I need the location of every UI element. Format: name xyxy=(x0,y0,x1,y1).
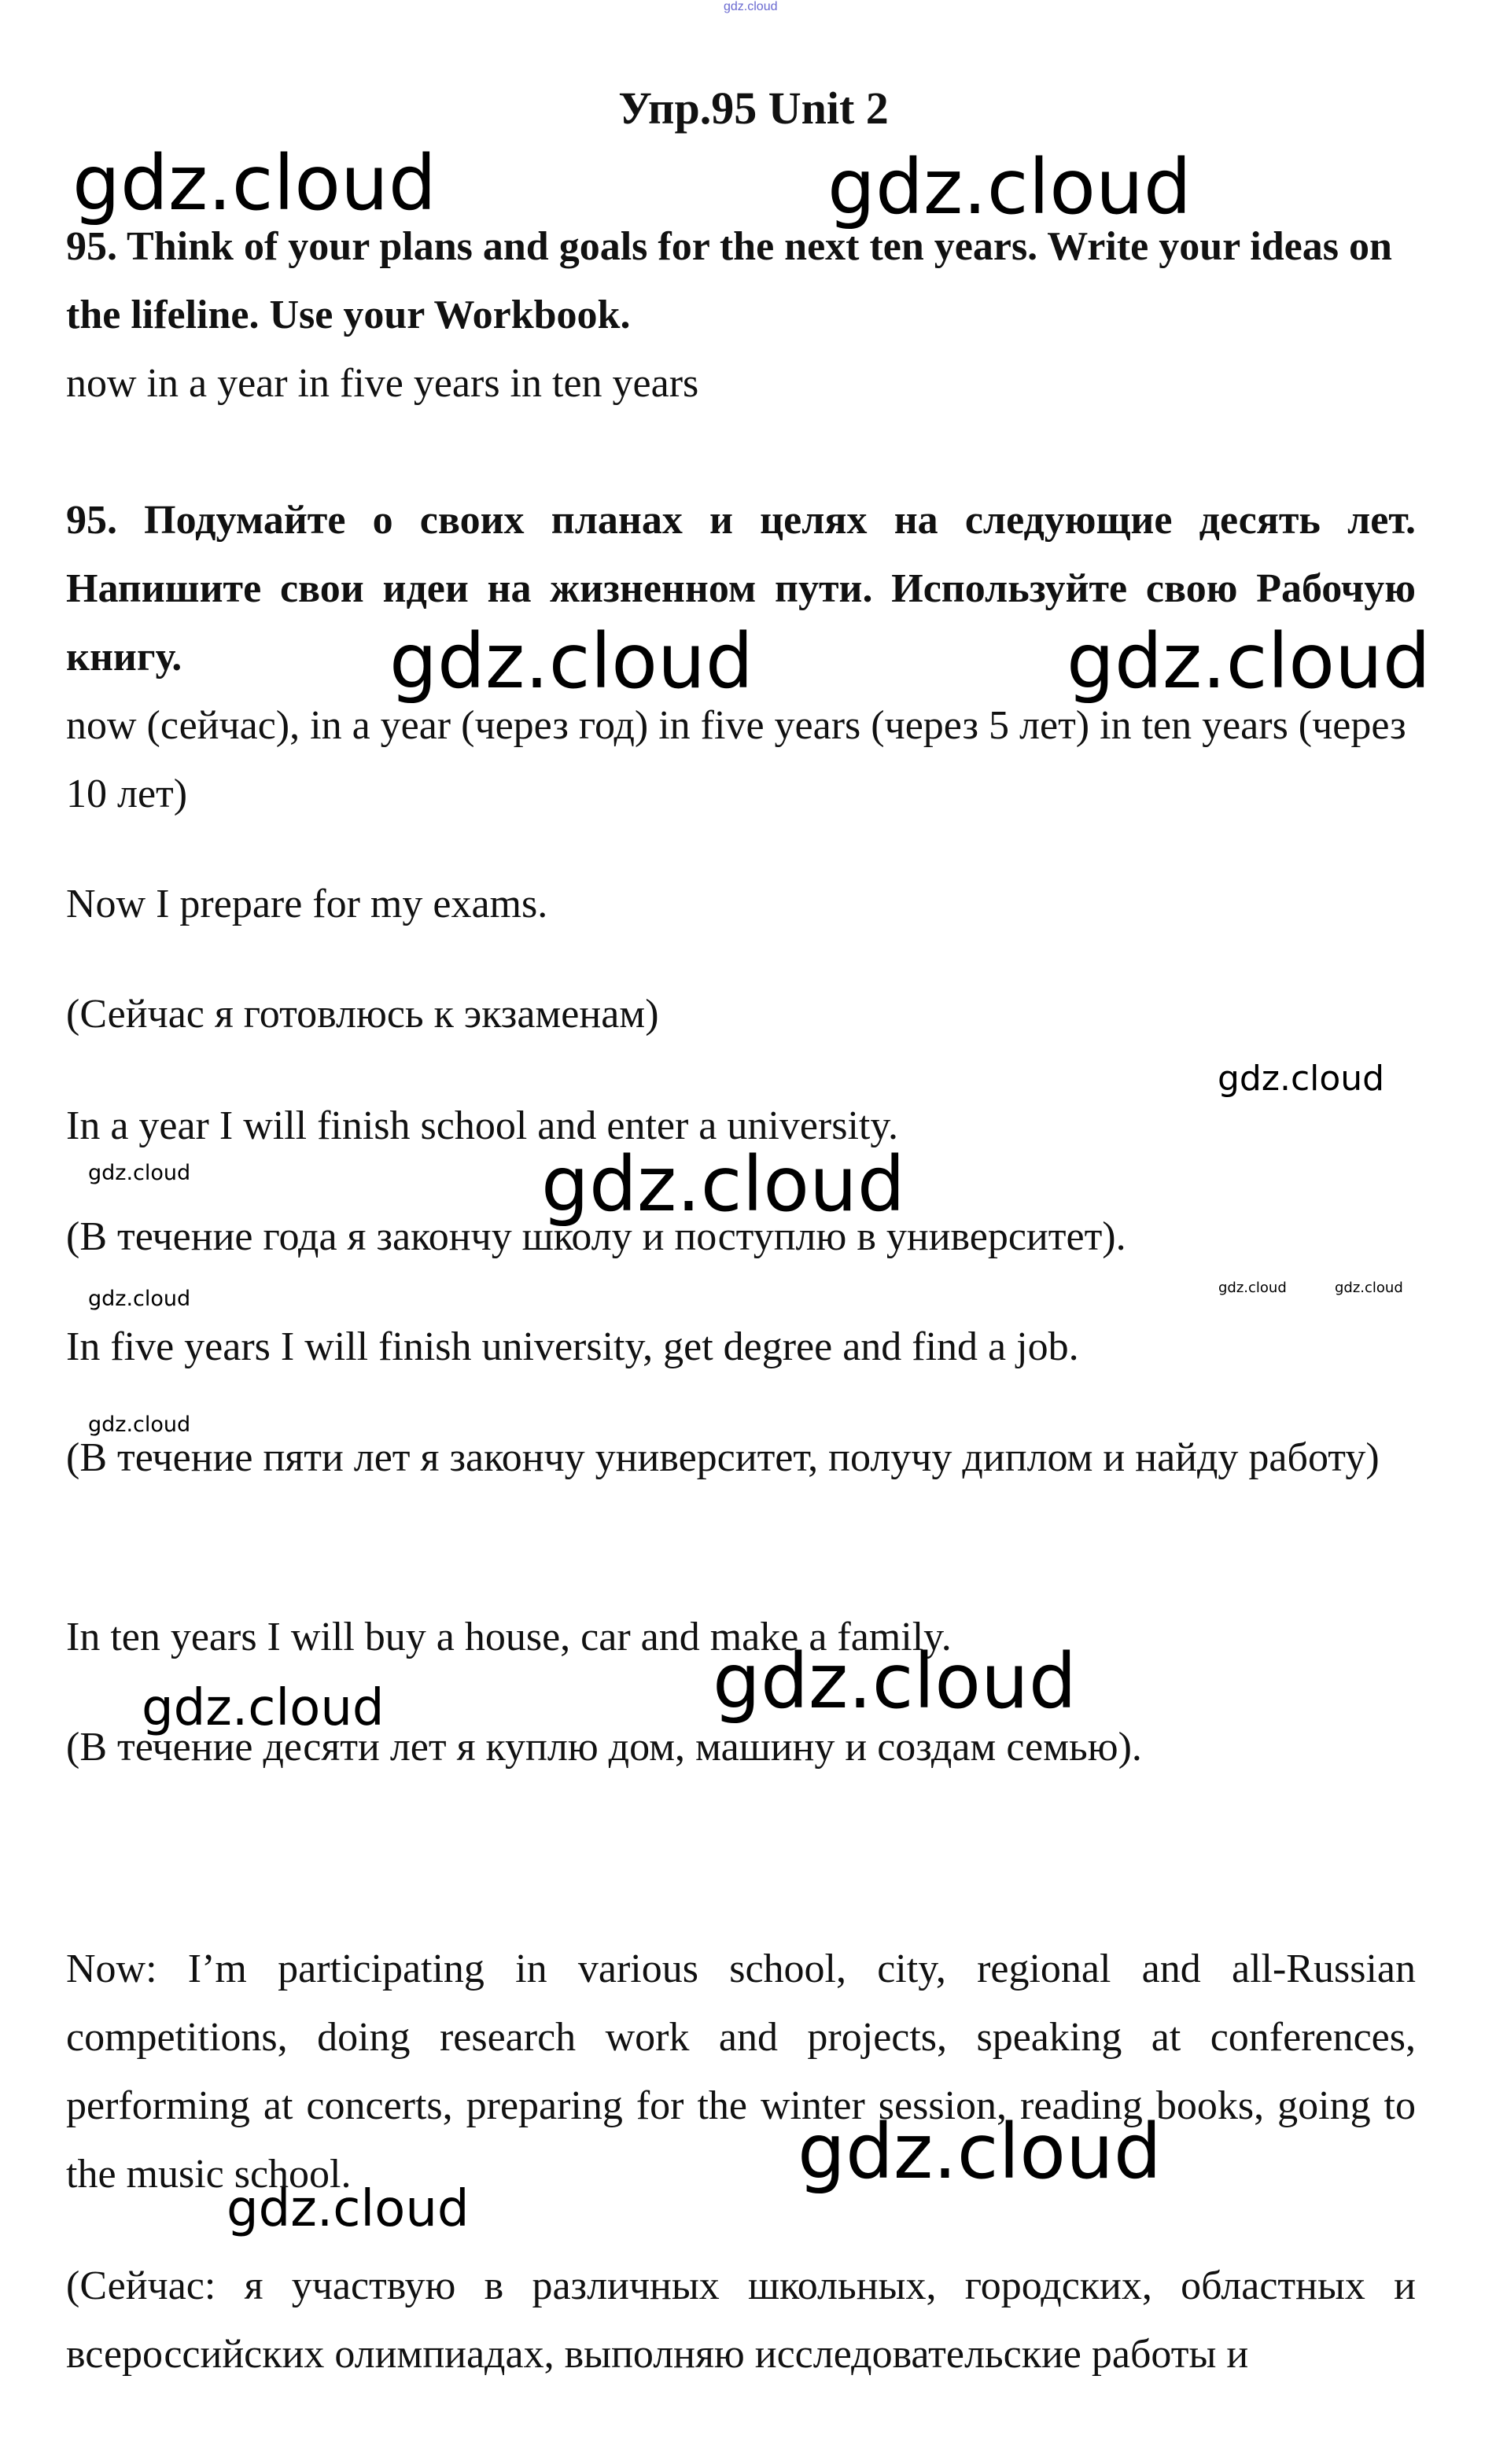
watermark: gdz.cloud xyxy=(541,1140,905,1228)
top-watermark: gdz.cloud xyxy=(724,0,778,13)
task-russian: 95. Подумайте о своих планах и целях на следующие десять лет. Напишите свои идеи на жизненном пути. Используйте свою Рабочую книгу. xyxy=(66,498,1416,680)
watermark: gdz.cloud xyxy=(142,1679,385,1737)
watermark: gdz.cloud xyxy=(72,139,437,227)
lifeline-english: now in a year in five years in ten years xyxy=(66,361,699,406)
watermark: gdz.cloud xyxy=(827,143,1192,231)
task-english: 95. Think of your plans and goals for the next ten years. Write your ideas on the lifeline. Use your Workbook. xyxy=(66,224,1392,337)
answer-year-ru: (В течение года я закончу школу и поступлю в университет). xyxy=(66,1214,1126,1259)
watermark: gdz.cloud xyxy=(88,1412,191,1437)
watermark: gdz.cloud xyxy=(227,2180,470,2238)
extended-now-en: Now: I’m participating in various school, city, regional and all-Russian competitions, doing research work and projects, speaking at conferences, performing at concerts, preparing for the winter session, reading books, going to the music school. xyxy=(66,1947,1416,2197)
watermark: gdz.cloud xyxy=(798,2108,1162,2196)
answer-ten-years-ru: (В течение десяти лет я куплю дом, машину и создам семью). xyxy=(66,1725,1142,1770)
watermark: gdz.cloud xyxy=(1218,1280,1287,1296)
watermark: gdz.cloud xyxy=(713,1637,1077,1726)
watermark: gdz.cloud xyxy=(1218,1059,1385,1099)
watermark: gdz.cloud xyxy=(1335,1280,1403,1296)
answer-now-en: Now I prepare for my exams. xyxy=(66,882,548,926)
watermark: gdz.cloud xyxy=(1067,617,1431,705)
answer-ten-years-en: In ten years I will buy a house, car and make a family. xyxy=(66,1615,952,1659)
watermark: gdz.cloud xyxy=(88,1287,191,1311)
extended-now-ru: (Сейчас: я участвую в различных школьных, городских, областных и всероссийских олимпиадах, выполняю исследовательские работы и xyxy=(66,2263,1416,2377)
answer-year-en: In a year I will finish school and enter a university. xyxy=(66,1103,898,1148)
watermark: gdz.cloud xyxy=(88,1161,191,1185)
answer-now-ru: (Сейчас я готовлюсь к экзаменам) xyxy=(66,992,659,1037)
watermark: gdz.cloud xyxy=(389,617,754,705)
page-title: Упр.95 Unit 2 xyxy=(618,83,889,134)
answer-five-years-en: In five years I will finish university, get degree and find a job. xyxy=(66,1324,1079,1369)
lifeline-russian: now (сейчас), in a year (через год) in five years (через 5 лет) in ten years (через 10 лет) xyxy=(66,703,1406,816)
answer-five-years-ru: (В течение пяти лет я закончу университет, получу диплом и найду работу) xyxy=(66,1435,1380,1480)
